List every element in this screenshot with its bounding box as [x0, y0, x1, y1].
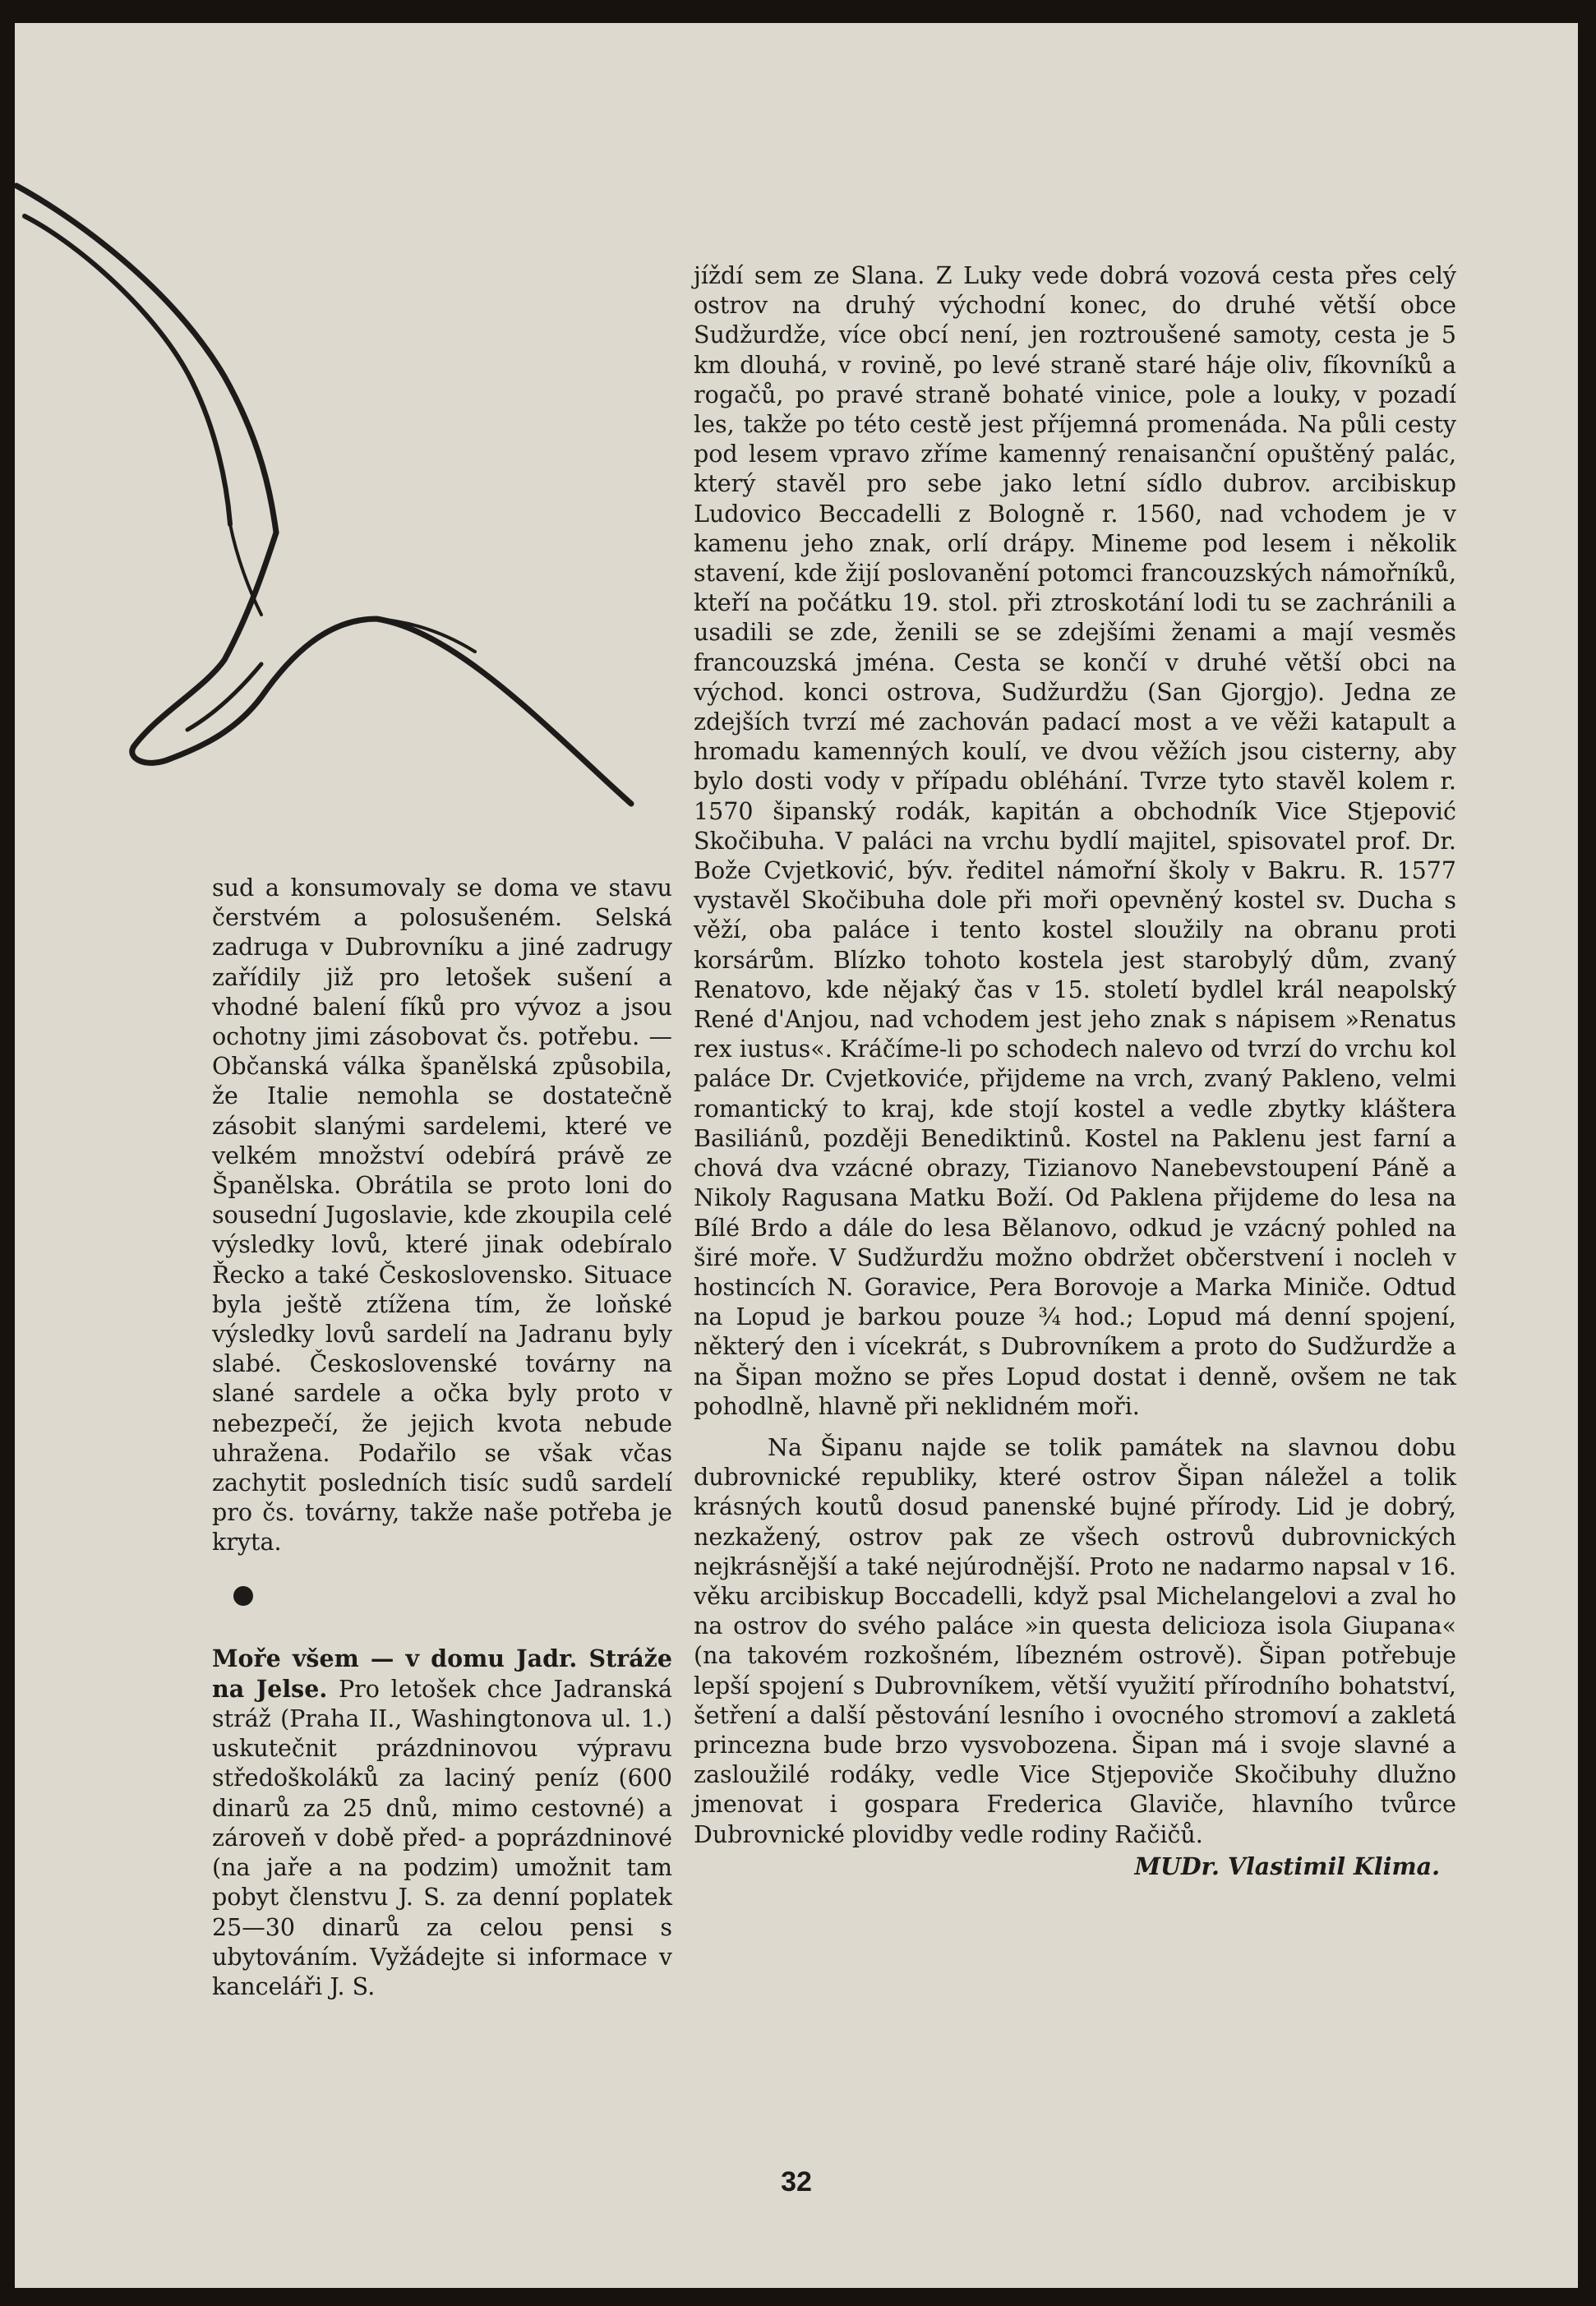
- right-column: [694, 261, 1456, 1881]
- author-signature: MUDr. Vlastimil Klima.: [1134, 1852, 1440, 1880]
- bullet-separator: [233, 1586, 253, 1606]
- seagull-icon: [15, 171, 672, 869]
- notice-title: Moře všem — v domu Jadr. Stráže na Jelse.: [212, 1644, 672, 1703]
- article-paragraph: jíždí sem ze Slana. Z Luky vede dobrá vozová cesta přes celý ostrov na druhý východní konec, do druhé větší obce Sudžurdže, více obcí není, jen roztroušené samoty, cesta je 5 km dlouhá, v rovině, po levé straně staré háje oliv, fíkovníků a rogačů, po pravé straně bohaté vinice, pole a louky, v pozadí les, takže po této cestě jest příjemná promenáda. Na půli cesty pod lesem vpravo zříme kamenný renaisanční opuštěný palác, který stavěl pro sebe jako letní sídlo dubrov. arcibiskup Ludovico Beccadelli z Bologně r. 1560, nad vchodem je v kamenu jeho znak, orlí drápy. Mineme pod lesem i několik stavení, kde žijí poslovanění potomci francouzských námořníků, kteří na počátku 19. stol. při ztroskotání lodi tu se zachránili a usadili se zde, ženili se se zdejšími ženami a mají vesměs francouzská jména. Cesta se končí v druhé větší obci na východ. konci ostrova, Sudžurdžu (San Gjorgjo). Jedna ze zdejších tvrzí mé zachován padací most a ve věži katapult a hromadu kamenných koulí, ve dvou věžích jsou cisterny, aby bylo dosti vody v případu obléhání. Tvrze tyto stavěl kolem r. 1570 šipanský rodák, kapitán a obchodník Vice Stjepović Skočibuha. V paláci na vrchu bydlí majitel, spisovatel prof. Dr. Bože Cvjetković, býv. ředitel námořní školy v Bakru. R. 1577 vystavěl Skočibuha dole při moři opevněný kostel sv. Ducha s věží, oba paláce i tento kostel sloužily na obranu proti korsárům. Blízko tohoto kostela jest starobylý dům, zvaný Renatovo, kde nějaký čas v 15. století bydlel král neapolský René d'Anjou, nad vchodem jest jeho znak s nápisem »Renatus rex iustus«. Kráčíme-li po schodech nalevo od tvrzí do vrchu kol paláce Dr. Cvjetkoviće, přijdeme na vrch, zvaný Pakleno, velmi romantický to kraj, kde stojí kostel a vedle zbytky kláštera Basiliánů, později Benediktinů. Kostel na Paklenu jest farní a chová dva vzácné obrazy, Tizianovo Nanebevstoupení Páně a Nikoly Ragusana Matku Boží. Od Paklena přijdeme do lesa na Bílé Brdo a dále do lesa Bělanovo, odkud je vzácný pohled na širé moře. V Sudžurdžu možno obdržet občerstvení i nocleh v hostincích N. Goravice, Pera Borovoje a Marka Miniče. Odtud na Lopud je barkou pouze ¾ hod.; Lopud má denní spojení, některý den i vícekrát, s Dubrovníkem a proto do Sudžurdže a na Šipan možno se přes Lopud dostat i denně, ovšem ne tak pohodlně, hlavně při neklidném moři.: [694, 262, 1456, 1420]
- notice-body: Pro letošek chce Jadranská stráž (Praha II., Washingtonova ul. 1.) uskutečnit prázdninovou výpravu středoškoláků za laciný peníz (600 dinarů za 25 dnů, mimo cestovné) a zároveň v době před- a poprázdninové (na jaře a na podzim) umožnit tam pobyt členstvu J. S. za denní poplatek 25—30 dinarů za celou pensi s ubytováním. Vyžádejte si informace v kanceláři J. S.: [212, 1675, 672, 2000]
- article-continuation: sud a konsumovaly se doma ve stavu čerstvém a polosušeném. Selská zadruga v Dubrovníku a jiné zadrugy zařídily již pro letošek sušení a vhodné balení fíků pro vývoz a jsou ochotny jimi zásobovat čs. potřebu. — Občanská válka španělská způsobila, že Italie nemohla se dostatečně zásobit slanými sardelemi, které ve velkém množství odebírá právě ze Španělska. Obrátila se proto loni do sousední Jugoslavie, kde zkoupila celé výsledky lovů, které jinak odebíralo Řecko a také Československo. Situace byla ještě ztížena tím, že loňské výsledky lovů sardelí na Jadranu byly slabé. Československé továrny na slané sardele a očka byly proto v nebezpečí, že jejich kvota nebude uhražena. Podařilo se však včas zachytit posledních tisíc sudů sardelí pro čs. továrny, takže naše potřeba je kryta.: [212, 874, 672, 1557]
- left-column: [212, 874, 672, 2002]
- magazine-page: [15, 23, 1578, 2288]
- article-paragraph: Na Šipanu najde se tolik památek na slavnou dobu dubrovnické republiky, které ostrov Šipan náležel a tolik krásných koutů dosud panenské bujné přírody. Lid je dobrý, nezkažený, ostrov pak ze všech ostrovů dubrovnických nejkrásnější a také nejúrodnější. Proto ne nadarmo napsal v 16. věku arcibiskup Boccadelli, když psal Michelangelovi a zval ho na ostrov do svého paláce »in questa delicioza isola Giupana« (na takovém rozkošném, líbezném ostrově). Šipan potřebuje lepší spojení s Dubrovníkem, větší využití přírodního bohatství, šetření a další pěstování lesního i ovocného stromoví a zakletá princezna bude brzo vysvobozena. Šipan má i svoje slavné a zasloužilé rodáky, vedle Vice Stjepoviče Skočibuhy dlužno jmenovat i gospara Frederica Glaviče, hlavního tvůrce Dubrovnické plovidby vedle rodiny Račičů.: [694, 1433, 1456, 1848]
- page-number: 32: [781, 2166, 812, 2198]
- notice-paragraph: [212, 1644, 672, 2002]
